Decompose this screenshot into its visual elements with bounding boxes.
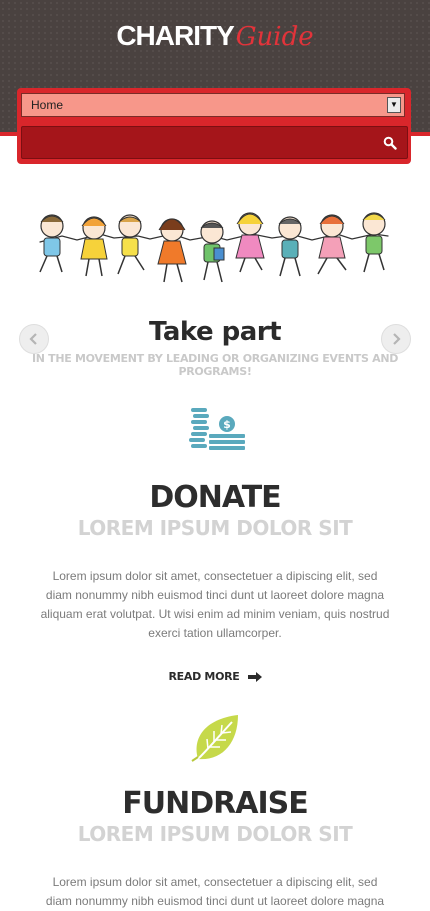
section-title: DONATE bbox=[149, 480, 281, 515]
chevron-down-icon[interactable]: ▼ bbox=[387, 97, 401, 113]
nav-select-value: Home bbox=[31, 98, 64, 112]
svg-text:$: $ bbox=[223, 418, 231, 431]
search-icon[interactable] bbox=[383, 136, 397, 150]
section-subtitle: LOREM IPSUM DOLOR SIT bbox=[77, 822, 353, 846]
coins-money-icon bbox=[189, 406, 247, 454]
section-text: Lorem ipsum dolor sit amet, consectetuer a dipiscing elit, sed diam nonummy nibh euismod tinci dunt ut laoreet dolore magna bbox=[45, 875, 385, 908]
section-subtitle: LOREM IPSUM DOLOR SIT bbox=[77, 516, 353, 540]
kid-6 bbox=[236, 213, 264, 272]
slider-title: Take part bbox=[148, 317, 282, 347]
kid-2 bbox=[81, 217, 107, 276]
read-more-link[interactable] bbox=[0, 670, 430, 683]
section-title: FUNDRAISE bbox=[122, 786, 308, 821]
kid-7 bbox=[279, 217, 301, 276]
logo-sub-text: Guide bbox=[235, 22, 314, 52]
kid-5 bbox=[201, 221, 224, 282]
kid-4 bbox=[158, 219, 186, 282]
nav-select[interactable] bbox=[21, 93, 405, 117]
logo-main-text: CHARITY bbox=[116, 20, 234, 51]
leaf-icon bbox=[190, 713, 242, 763]
search-bar[interactable] bbox=[21, 126, 408, 159]
read-more-label: READ MORE bbox=[168, 670, 240, 683]
section-text: Lorem ipsum dolor sit amet, consectetuer a dipiscing elit, sed diam nonummy nibh euismod tinci dunt ut laoreet dolore magna aliquam erat volutpat. Ut wisi enim ad minim veniam, quis nostrud exerci tation ullamcorper. bbox=[40, 569, 390, 640]
site-logo[interactable] bbox=[0, 20, 430, 52]
kid-3 bbox=[118, 215, 144, 274]
kid-8 bbox=[318, 215, 346, 274]
slider-subtitle: IN THE MOVEMENT BY LEADING OR ORGANIZING EVENTS AND PROGRAMS! bbox=[31, 352, 399, 378]
kid-9 bbox=[363, 213, 385, 272]
kids-illustration bbox=[22, 204, 402, 294]
kid-1 bbox=[40, 215, 63, 272]
arrow-right-icon bbox=[248, 672, 262, 682]
